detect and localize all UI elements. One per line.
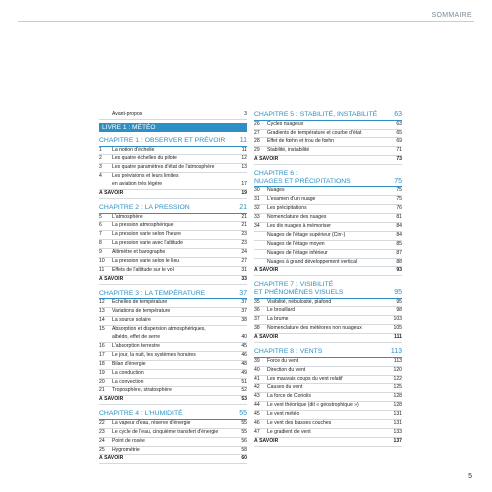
toc-entry bbox=[99, 420, 247, 429]
a-savoir-row bbox=[99, 276, 247, 285]
entry-number: 43 bbox=[254, 393, 260, 400]
entry-page: 60 bbox=[241, 455, 247, 462]
entry-number: 23 bbox=[99, 428, 105, 435]
chapter-title: CHAPITRE 8 : VENTS bbox=[254, 348, 323, 356]
entry-page: 95 bbox=[396, 298, 402, 305]
entry-number: 34 bbox=[254, 222, 260, 229]
chapter-heading bbox=[99, 137, 247, 147]
entry-page: 98 bbox=[396, 307, 402, 314]
chapter-heading bbox=[254, 348, 402, 358]
chapter-heading bbox=[99, 204, 247, 214]
entry-page: 46 bbox=[241, 351, 247, 358]
entry-page: 131 bbox=[393, 420, 402, 427]
toc-entry bbox=[254, 384, 402, 393]
entry-page: 40 bbox=[241, 334, 247, 340]
entry-page: 27 bbox=[241, 258, 247, 265]
entry-title: La convection bbox=[112, 378, 144, 385]
chapter-page: 95 bbox=[394, 288, 402, 296]
entry-page: 128 bbox=[393, 393, 402, 400]
toc-entry bbox=[99, 173, 247, 181]
entry-title: Causes du vent bbox=[267, 384, 303, 391]
entry-title: La pression atmosphérique bbox=[112, 222, 174, 229]
entry-page: 81 bbox=[396, 214, 402, 221]
entry-title: Absorption et dispersion atmosphériques, bbox=[112, 326, 206, 333]
entry-page: 49 bbox=[241, 369, 247, 376]
entry-number: 14 bbox=[99, 317, 105, 324]
toc-entry bbox=[254, 196, 402, 205]
entry-number: 46 bbox=[254, 420, 260, 427]
entry-page: 23 bbox=[241, 231, 247, 238]
toc-entry bbox=[254, 147, 402, 156]
entry-title: Bilan d'énergie bbox=[112, 360, 146, 367]
entry-title: Le vent théorique (dit « géostrophique ») bbox=[267, 402, 359, 409]
toc-entry bbox=[254, 299, 402, 308]
chapter-title-line: ET PHÉNOMÈNES VISUELS bbox=[254, 288, 344, 296]
entry-title: Nuages de l'étage supérieur (Cirr-) bbox=[267, 231, 346, 238]
toc-entry bbox=[254, 316, 402, 325]
chapter-page: 63 bbox=[394, 111, 402, 118]
toc-entry bbox=[254, 259, 402, 268]
a-savoir-label: À SAVOIR bbox=[254, 334, 279, 341]
entry-page: 87 bbox=[396, 249, 402, 256]
chapter-heading bbox=[254, 111, 402, 121]
chapter-heading bbox=[99, 410, 247, 420]
chapter-title-line: CHAPITRE 7 : VISIBILITÉ bbox=[254, 281, 334, 289]
entry-page: 21 bbox=[241, 222, 247, 229]
entry-number: 20 bbox=[99, 378, 105, 385]
entry-number: 9 bbox=[99, 249, 102, 256]
toc-entry bbox=[254, 130, 402, 139]
entry-title: Effets de l'altitude sur le vol bbox=[112, 266, 174, 273]
entry-number: 15 bbox=[99, 326, 105, 333]
entry-page: 85 bbox=[396, 240, 402, 247]
a-savoir-row bbox=[254, 438, 402, 447]
toc-entry bbox=[99, 447, 247, 456]
a-savoir-label: À SAVOIR bbox=[99, 275, 124, 282]
a-savoir-label: À SAVOIR bbox=[99, 190, 124, 197]
entry-page: 56 bbox=[241, 437, 247, 444]
toc-entry bbox=[99, 249, 247, 258]
entry-page: 113 bbox=[393, 357, 402, 364]
chapter-page: 55 bbox=[239, 410, 247, 418]
toc-entry bbox=[254, 250, 402, 259]
entry-number: 8 bbox=[99, 240, 102, 247]
entry-page: 53 bbox=[241, 396, 247, 403]
entry-page: 38 bbox=[241, 317, 247, 324]
chapter-title: CHAPITRE 4 : L'HUMIDITÉ bbox=[99, 410, 183, 418]
toc-entry bbox=[99, 370, 247, 379]
entry-number: 3 bbox=[99, 164, 102, 171]
entry-title: albédo, effet de serre bbox=[112, 334, 161, 340]
toc-entry bbox=[99, 181, 247, 190]
entry-title: Avant-propos bbox=[112, 111, 143, 117]
entry-number: 40 bbox=[254, 366, 260, 373]
entry-page: 33 bbox=[241, 275, 247, 282]
toc-entry bbox=[254, 402, 402, 411]
a-savoir-row bbox=[99, 455, 247, 464]
entry-page: 24 bbox=[241, 249, 247, 256]
entry-number: 16 bbox=[99, 342, 105, 349]
toc-entry bbox=[99, 240, 247, 249]
entry-title: Stabilité, instabilité bbox=[267, 147, 310, 154]
entry-title: L'atmosphère bbox=[112, 213, 143, 220]
entry-title: Altimètre et barographe bbox=[112, 249, 166, 256]
entry-title: La notion d'échelle bbox=[112, 146, 155, 153]
toc-right-column bbox=[254, 111, 402, 447]
toc-entry bbox=[254, 411, 402, 420]
a-savoir-label: À SAVOIR bbox=[254, 156, 279, 163]
entry-number: 45 bbox=[254, 411, 260, 418]
entry-title: Troposphère, stratosphère bbox=[112, 387, 172, 394]
chapter-title bbox=[254, 281, 394, 296]
entry-title: Effet de fœhn et trou de fœhn bbox=[267, 138, 335, 145]
toc-entry bbox=[99, 231, 247, 240]
a-savoir-label: À SAVOIR bbox=[99, 396, 124, 403]
page-number: 5 bbox=[468, 473, 472, 480]
entry-page: 55 bbox=[241, 419, 247, 426]
chapter-title: CHAPITRE 3 : LA TEMPÉRATURE bbox=[99, 289, 206, 297]
toc-entry bbox=[99, 111, 247, 120]
entry-number: 1 bbox=[99, 146, 102, 153]
entry-title: en aviation très légère bbox=[112, 181, 163, 188]
entry-number: 41 bbox=[254, 375, 260, 382]
entry-number: 27 bbox=[254, 129, 260, 136]
toc-entry bbox=[254, 232, 402, 241]
entry-title: Les dix nuages à mémoriser bbox=[267, 222, 331, 229]
toc-entry bbox=[254, 376, 402, 385]
entry-number: 39 bbox=[254, 357, 260, 364]
toc-entry bbox=[99, 387, 247, 396]
entry-title: La vapeur d'eau, réserve d'énergie bbox=[112, 419, 191, 426]
entry-title: Nuages de l'étage moyen bbox=[267, 240, 325, 247]
entry-title: Variations de température bbox=[112, 308, 171, 315]
entry-title: La pression varie selon l'heure bbox=[112, 231, 181, 238]
entry-page: 17 bbox=[241, 181, 247, 188]
toc-entry bbox=[99, 438, 247, 447]
entry-title: Les quatre paramètres d'état de l'atmosphère bbox=[112, 164, 215, 171]
entry-number: 11 bbox=[99, 266, 105, 273]
toc-entry bbox=[254, 358, 402, 367]
entry-title: Le vent des basses couches bbox=[267, 420, 332, 427]
entry-number: 19 bbox=[99, 369, 105, 376]
entry-page: 111 bbox=[394, 334, 402, 341]
toc-entry bbox=[254, 205, 402, 214]
entry-page: 76 bbox=[396, 205, 402, 212]
entry-number: 47 bbox=[254, 428, 260, 435]
entry-page: 48 bbox=[241, 360, 247, 367]
a-savoir-label: À SAVOIR bbox=[254, 437, 279, 444]
entry-page: 125 bbox=[393, 384, 402, 391]
toc-entry bbox=[99, 147, 247, 156]
entry-title: Nuages de l'étage inférieur bbox=[267, 249, 328, 256]
entry-page: 128 bbox=[393, 402, 402, 409]
entry-page: 71 bbox=[396, 147, 402, 154]
entry-title: Les mauvais coups du vent relatif bbox=[267, 375, 343, 382]
entry-title: La brume bbox=[267, 316, 289, 323]
entry-title: Échelles de température bbox=[112, 299, 168, 306]
chapter-title bbox=[254, 170, 394, 185]
entry-page: 23 bbox=[241, 240, 247, 247]
entry-number: 30 bbox=[254, 187, 260, 194]
chapter-title: CHAPITRE 1 : OBSERVER ET PRÉVOIR bbox=[99, 136, 226, 144]
entry-number: 35 bbox=[254, 298, 260, 305]
a-savoir-row bbox=[254, 334, 402, 343]
toc-entry bbox=[254, 121, 402, 130]
entry-number: 38 bbox=[254, 325, 260, 332]
toc-entry bbox=[99, 222, 247, 231]
toc-entry bbox=[99, 326, 247, 334]
entry-title: Le brouillard bbox=[267, 307, 296, 314]
toc-entry bbox=[99, 299, 247, 308]
entry-number: 2 bbox=[99, 155, 102, 162]
entry-title: Direction du vent bbox=[267, 366, 306, 373]
a-savoir-row bbox=[254, 156, 402, 165]
entry-number: 18 bbox=[99, 360, 105, 367]
entry-title: La conduction bbox=[112, 369, 144, 376]
entry-number: 26 bbox=[254, 120, 260, 127]
toc-entry bbox=[99, 164, 247, 173]
entry-title: Nomenclature des météores non nuageux bbox=[267, 325, 362, 332]
chapter-page: 113 bbox=[390, 348, 402, 356]
entry-number: 32 bbox=[254, 205, 260, 212]
entry-page: 75 bbox=[396, 196, 402, 203]
entry-number: 13 bbox=[99, 308, 105, 315]
entry-page: 3 bbox=[244, 111, 247, 117]
chapter-page: 21 bbox=[239, 203, 247, 211]
toc-entry bbox=[254, 429, 402, 438]
entry-page: 52 bbox=[241, 387, 247, 394]
entry-title: La pression varie selon le lieu bbox=[112, 258, 180, 265]
chapter-heading bbox=[99, 290, 247, 300]
entry-title: Gradients de température et courbe d'état bbox=[267, 129, 362, 136]
toc-entry bbox=[99, 258, 247, 267]
toc-entry bbox=[99, 352, 247, 361]
entry-title: Visibilité, nébulosité, plafond bbox=[267, 298, 332, 305]
entry-number: 25 bbox=[99, 446, 105, 453]
entry-page: 131 bbox=[393, 411, 402, 418]
running-header: SOMMAIRE bbox=[431, 12, 472, 19]
entry-page: 45 bbox=[241, 342, 247, 349]
entry-page: 58 bbox=[241, 446, 247, 453]
entry-page: 103 bbox=[393, 316, 402, 323]
a-savoir-label: À SAVOIR bbox=[99, 455, 124, 462]
entry-page: 120 bbox=[393, 366, 402, 373]
entry-page: 13 bbox=[241, 164, 247, 171]
toc-entry bbox=[254, 367, 402, 376]
toc-entry bbox=[254, 420, 402, 429]
entry-number: 44 bbox=[254, 402, 260, 409]
entry-page: 88 bbox=[396, 258, 402, 265]
entry-title: Hygrométrie bbox=[112, 446, 140, 453]
entry-number: 33 bbox=[254, 214, 260, 221]
entry-title: Le jour, la nuit, les systèmes horaires bbox=[112, 351, 196, 358]
entry-title: Le vent météo bbox=[267, 411, 300, 418]
entry-page: 133 bbox=[393, 428, 402, 435]
entry-number: 6 bbox=[99, 222, 102, 229]
entry-number: 22 bbox=[99, 419, 105, 426]
toc-entry bbox=[99, 379, 247, 388]
entry-number: 4 bbox=[99, 173, 102, 180]
entry-title: Les quatre échelles du pilote bbox=[112, 155, 177, 162]
toc-entry bbox=[99, 361, 247, 370]
chapter-heading bbox=[254, 170, 402, 187]
entry-page: 137 bbox=[393, 437, 402, 444]
entry-page: 11 bbox=[241, 146, 247, 153]
toc-entry bbox=[254, 138, 402, 147]
toc-left-column bbox=[99, 111, 247, 464]
entry-page: 37 bbox=[241, 308, 247, 315]
entry-page: 84 bbox=[396, 222, 402, 229]
entry-number: 37 bbox=[254, 316, 260, 323]
chapter-page: 11 bbox=[239, 136, 247, 144]
entry-page: 105 bbox=[393, 325, 402, 332]
entry-page: 21 bbox=[241, 213, 247, 220]
entry-title: La source solaire bbox=[112, 317, 151, 324]
entry-number: 12 bbox=[99, 299, 105, 306]
entry-title: L'examen d'un nuage bbox=[267, 196, 316, 203]
chapter-heading bbox=[254, 281, 402, 298]
toc-entry bbox=[254, 223, 402, 232]
chapter-page: 37 bbox=[239, 289, 247, 297]
entry-page: 122 bbox=[393, 375, 402, 382]
entry-number: 24 bbox=[99, 437, 105, 444]
entry-page: 69 bbox=[396, 138, 402, 145]
book-title: LIVRE 1 : MÉTÉO bbox=[99, 123, 247, 132]
entry-page: 93 bbox=[396, 267, 402, 274]
entry-title: Les prévisions et leurs limites bbox=[112, 173, 179, 180]
toc-entry bbox=[99, 308, 247, 317]
entry-page: 31 bbox=[241, 266, 247, 273]
toc-entry bbox=[99, 429, 247, 438]
entry-title: Les précipitations bbox=[267, 205, 307, 212]
entry-page: 73 bbox=[396, 156, 402, 163]
toc-entry bbox=[254, 325, 402, 334]
entry-page: 19 bbox=[241, 190, 247, 197]
entry-title: Force du vent bbox=[267, 357, 299, 364]
entry-title: La force de Coriolis bbox=[267, 393, 311, 400]
entry-title: Le cycle de l'eau, cinquième transfert d'énergie bbox=[112, 428, 219, 435]
entry-page: 63 bbox=[396, 120, 402, 127]
a-savoir-row bbox=[99, 396, 247, 405]
entry-number: 7 bbox=[99, 231, 102, 238]
entry-page: 55 bbox=[241, 428, 247, 435]
toc-entry bbox=[99, 343, 247, 352]
entry-title: Nomenclature des nuages bbox=[267, 214, 327, 221]
entry-title: Le gradient de vent bbox=[267, 428, 311, 435]
toc-entry bbox=[254, 393, 402, 402]
toc-entry bbox=[99, 317, 247, 326]
entry-number: 36 bbox=[254, 307, 260, 314]
entry-page: 65 bbox=[396, 129, 402, 136]
header-rule bbox=[18, 21, 474, 22]
entry-title: Nuages bbox=[267, 187, 285, 194]
chapter-title-line: NUAGES ET PRÉCIPITATIONS bbox=[254, 177, 351, 185]
chapter-title: CHAPITRE 5 : STABILITÉ, INSTABILITÉ bbox=[254, 111, 378, 118]
toc-entry bbox=[254, 187, 402, 196]
entry-page: 12 bbox=[241, 155, 247, 162]
entry-title: Nuages à grand développement vertical bbox=[267, 258, 358, 265]
entry-title: La pression varie avec l'altitude bbox=[112, 240, 183, 247]
entry-number: 42 bbox=[254, 384, 260, 391]
toc-entry bbox=[254, 307, 402, 316]
a-savoir-row bbox=[99, 190, 247, 199]
entry-title: L'absorption terrestre bbox=[112, 342, 160, 349]
toc-entry bbox=[99, 214, 247, 223]
entry-number: 31 bbox=[254, 196, 260, 203]
a-savoir-label: À SAVOIR bbox=[254, 267, 279, 274]
entry-page: 37 bbox=[241, 299, 247, 306]
toc-entry bbox=[99, 155, 247, 164]
entry-number: 29 bbox=[254, 147, 260, 154]
entry-page: 51 bbox=[241, 378, 247, 385]
entry-number: 28 bbox=[254, 138, 260, 145]
entry-page: 84 bbox=[396, 231, 402, 238]
entry-number: 5 bbox=[99, 213, 102, 220]
entry-title: Cycles nuageux bbox=[267, 120, 304, 127]
chapter-title-line: CHAPITRE 6 : bbox=[254, 170, 298, 178]
a-savoir-row bbox=[254, 267, 402, 276]
toc-entry bbox=[254, 214, 402, 223]
toc-entry bbox=[99, 267, 247, 276]
entry-number: 10 bbox=[99, 258, 105, 265]
entry-title: Point de rosée bbox=[112, 437, 145, 444]
toc-entry bbox=[254, 241, 402, 250]
entry-page: 75 bbox=[396, 187, 402, 194]
chapter-title: CHAPITRE 2 : LA PRESSION bbox=[99, 203, 190, 211]
entry-number: 21 bbox=[99, 387, 105, 394]
chapter-page: 75 bbox=[394, 177, 402, 185]
toc-entry bbox=[99, 334, 247, 343]
entry-number: 17 bbox=[99, 351, 105, 358]
